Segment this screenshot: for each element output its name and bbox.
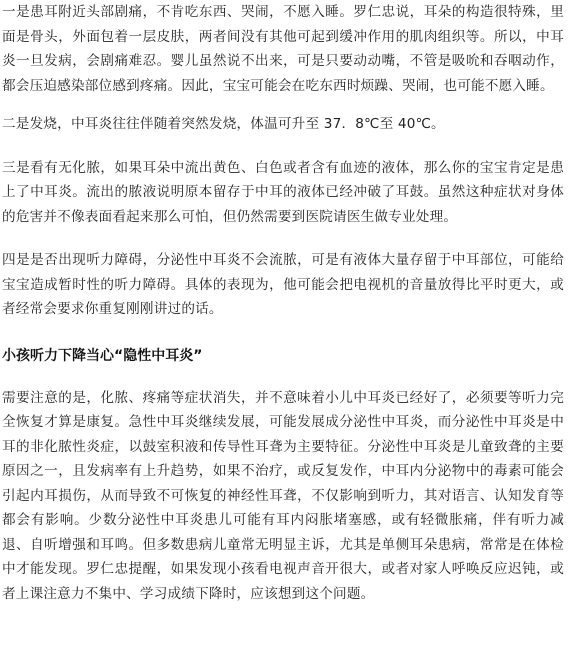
paragraph-hidden-otitis: 需要注意的是，化脓、疼痛等症状消失，并不意味着小儿中耳炎已经好了，必须要等听力完全恢复才算是康复。急性中耳炎继续发展，可能发展成分泌性中耳炎，而分泌性中耳炎是中耳的非化脓性炎症，以鼓室积液和传导性耳聋为主要特征。分泌性中耳炎是儿童致聋的主要原因之一，且发病率有上升趋势，如果不治疗，或反复发作，中耳内分泌物中的毒素可能会引起内耳损伤，从而导致不可恢复的神经性耳聋，不仅影响到听力，其对语言、认知发育等都会有影响。少数分泌性中耳炎患儿可能有耳内闷胀堵塞感，或有轻微胀痛，伴有听力减退、自听增强和耳鸣。但多数患病儿童常无明显主诉，尤其是单侧耳朵患病，常常是在体检中才能发现。罗仁忠提醒，如果发现小孩看电视声音开很大，或者对家人呼唤反应迟钝，或者上课注意力不集中、学习成绩下降时，应该想到这个问题。	[2, 389, 564, 602]
paragraph-fever: 二是发烧，中耳炎往往伴随着突然发烧，体温可升至 37．8℃至 40℃。	[2, 116, 445, 132]
paragraph-hearing: 四是是否出现听力障碍，分泌性中耳炎不会流脓，可是有液体大量存留于中耳部位，可能给宝宝造成暂时性的听力障碍。具体的表现为，他可能会把电视机的音量放得比平时更大，或者经常会要求你重复刚刚讲过的话。	[2, 252, 564, 317]
section-heading: 小孩听力下降当心“隐性中耳炎”	[2, 347, 203, 364]
paragraph-pus: 三是看有无化脓，如果耳朵中流出黄色、白色或者含有血迹的液体，那么你的宝宝肯定是患上了中耳炎。流出的脓液说明原本留存于中耳的液体已经冲破了耳鼓。虽然这种症状对身体的危害并不像表面看起来那么可怕，但仍然需要到医院请医生做专业处理。	[2, 159, 564, 225]
paragraph-ear-pain: 一是患耳附近头部剧痛，不肯吃东西、哭闹，不愿入睡。罗仁忠说，耳朵的构造很特殊，里面是骨头，外面包着一层皮肤，两者间没有其他可起到缓冲作用的肌肉组织等。所以，中耳炎一旦发病，会剧痛难忍。婴儿虽然说不出来，可是只要动动嘴，不管是吸吮和吞咽动作，都会压迫感染部位感到疼痛。因此，宝宝可能会在吃东西时烦躁、哭闹，也可能不愿入睡。	[2, 4, 564, 94]
article-body	[2, 0, 564, 606]
